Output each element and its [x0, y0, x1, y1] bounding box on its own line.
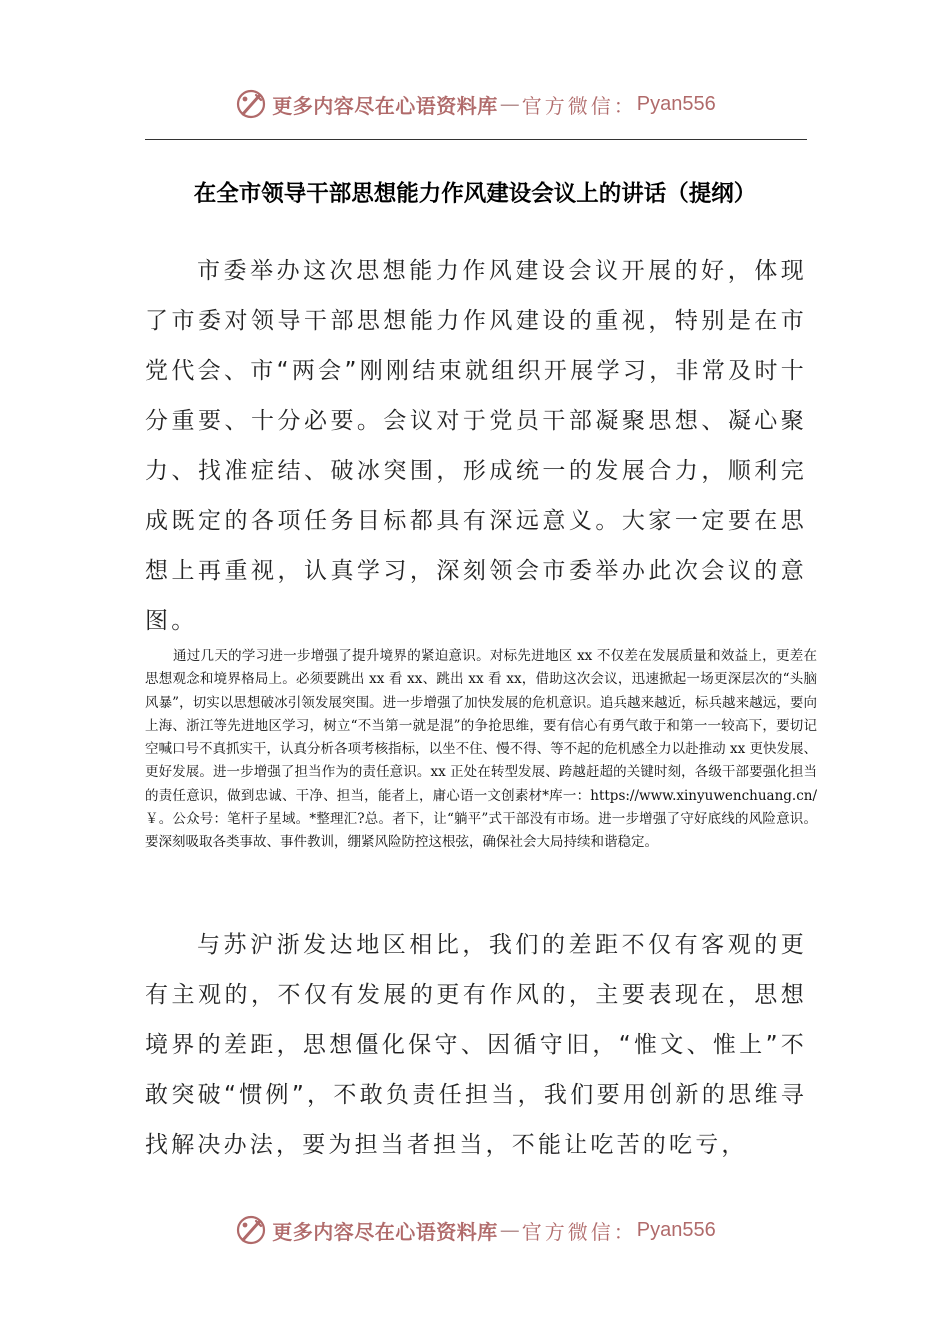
paragraph-3: 与苏沪浙发达地区相比，我们的差距不仅有客观的更有主观的，不仅有发展的更有作风的，主要表现在，思想境界的差距，思想僵化保守、因循守旧，“惟文、惟上”不敢突破“惯例”，不敢负责任担当，我们要用创新的思维寻找解决办法，要为担当者担当，不能让吃苦的吃亏， — [145, 932, 807, 1158]
document-title: 在全市领导干部思想能力作风建设会议上的讲话（提纲） — [193, 181, 757, 207]
header-banner-wechat-id: Pyan556 — [636, 92, 716, 115]
footer-banner-wechat-id: Pyan556 — [636, 1218, 716, 1241]
header-banner-text: 更多内容尽在心语资料库 — [272, 93, 498, 118]
pen-logo-icon — [234, 87, 268, 121]
header-watermark-banner — [0, 82, 950, 126]
pen-logo-icon — [234, 1213, 268, 1247]
footer-banner-official: 官方微信： — [521, 1219, 637, 1244]
footer-banner-dash: — — [499, 1218, 520, 1242]
header-divider — [145, 139, 807, 140]
footer-watermark-banner — [0, 1208, 950, 1252]
header-banner-official: 官方微信： — [521, 93, 637, 118]
footer-banner-text: 更多内容尽在心语资料库 — [272, 1219, 498, 1244]
paragraph-2: 通过几天的学习进一步增强了提升境界的紧迫意识。对标先进地区 xx 不仅差在发展质量和效益上，更差在思想观念和境界格局上。必须要跳出 xx 看 xx、跳出 xx 看 xx，借助这次会议，迅速掀起一场更深层次的“头脑风暴”，切实以思想破冰引领发展突围。进一步增强了加快发展的危机意识。追兵越来越近，标兵越来越远，要向上海、浙江等先进地区学习，树立“不当第一就是混”的争抢思维，要有信心有勇气敢于和第一一较高下，要切记空喊口号不真抓实干，认真分析各项考核指标，以坐不住、慢不得、等不起的危机感全力以赴推动 xx 更快发展、更好发展。进一步增强了担当作为的责任意识。xx 正处在转型发展、跨越赶超的关键时刻，各级干部要强化担当的责任意识，做到忠诚、干净、担当，能者上，庸心语一文创素材*库一：https://www.xinyuwenchuang.cn/￥。公众号：笔杆子星域。*整理汇?总。者下，让“躺平”式干部没有市场。进一步增强了守好底线的风险意识。要深刻吸取各类事故、事件教训，绷紧风险防控这根弦，确保社会大局持续和谐稳定。 — [145, 648, 817, 851]
header-banner-dash: — — [499, 92, 520, 116]
paragraph-1: 市委举办这次思想能力作风建设会议开展的好，体现了市委对领导干部思想能力作风建设的重视，特别是在市党代会、市“两会”刚刚结束就组织开展学习，非常及时十分重要、十分必要。会议对于党员干部凝聚思想、凝心聚力、找准症结、破冰突围，形成统一的发展合力，顺利完成既定的各项任务目标都具有深远意义。大家一定要在思想上再重视，认真学习，深刻领会市委举办此次会议的意图。 — [145, 258, 807, 634]
